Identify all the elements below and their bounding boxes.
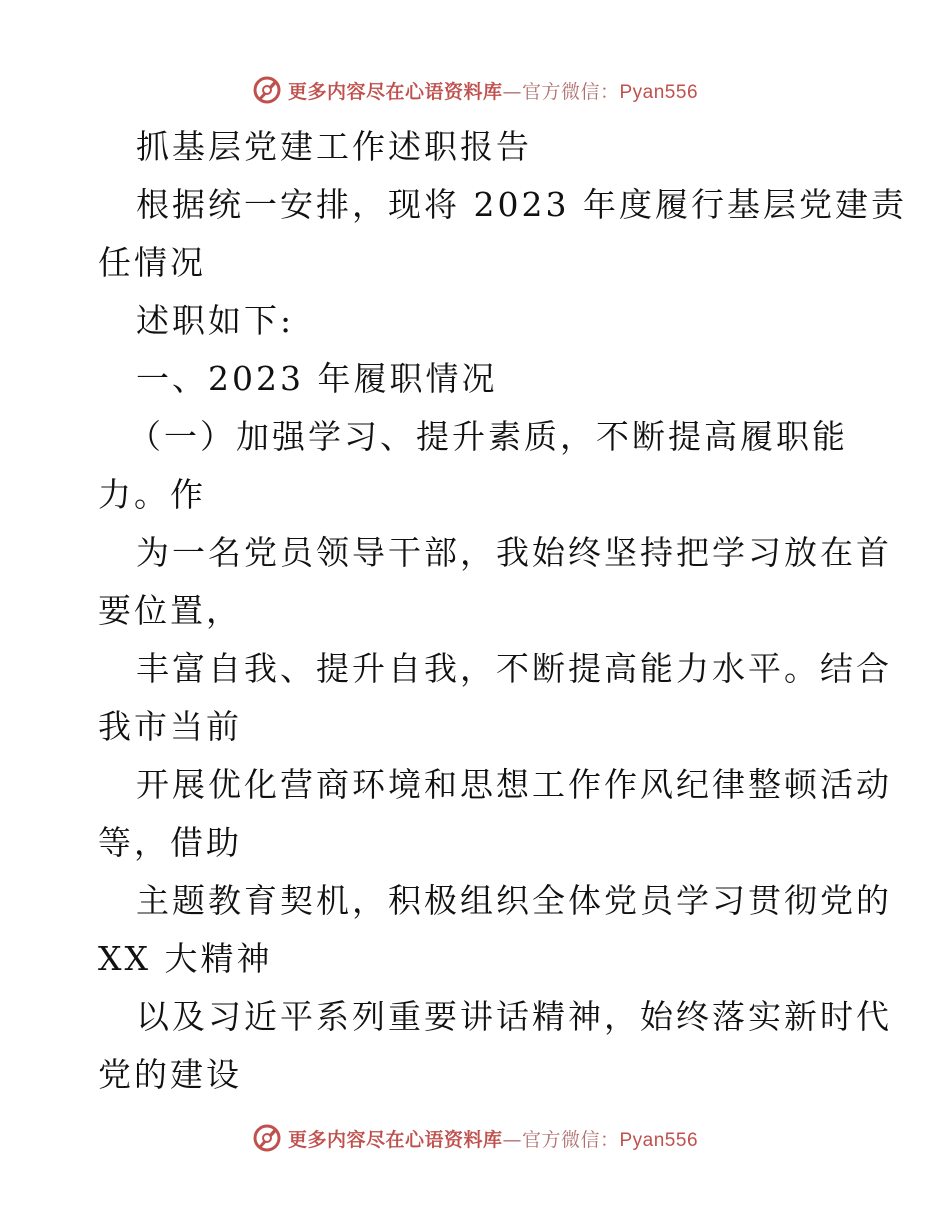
paragraph-line: 党的建设 [98,1055,242,1094]
watermark-separator: —官方微信： [502,1128,620,1151]
quill-pen-logo-icon [252,75,282,105]
paragraph-line: 述职如下: [136,301,295,340]
subsection-heading: （一）加强学习、提升素质，不断提高履职能 [128,417,848,456]
watermark-wechat-id: Pyan556 [619,1129,699,1151]
paragraph-line: 力。作 [98,475,206,514]
paragraph-line: XX 大精神 [98,939,273,978]
section-heading: 一、2023 年履职情况 [136,359,498,398]
paragraph-line: 主题教育契机，积极组织全体党员学习贯彻党的 [136,881,892,920]
document-body [98,118,907,1104]
footer-watermark [0,1118,950,1158]
quill-pen-logo-icon [252,1123,282,1153]
paragraph-line: 任情况 [98,243,206,282]
paragraph-line: 以及习近平系列重要讲话精神，始终落实新时代 [136,997,892,1036]
watermark-wechat-id: Pyan556 [619,81,699,103]
watermark-text [288,1125,698,1152]
paragraph-line: 为一名党员领导干部，我始终坚持把学习放在首 [136,533,892,572]
header-watermark [0,70,950,110]
watermark-main: 更多内容尽在心语资料库 [287,1128,503,1151]
paragraph-line: 根据统一安排，现将 2023 年度履行基层党建责 [136,185,907,224]
watermark-separator: —官方微信： [502,80,620,103]
document-title: 抓基层党建工作述职报告 [136,127,532,166]
paragraph-line: 要位置， [98,591,242,630]
paragraph-line: 开展优化营商环境和思想工作作风纪律整顿活动 [136,765,892,804]
paragraph-line: 丰富自我、提升自我，不断提高能力水平。结合 [136,649,892,688]
paragraph-line: 等，借助 [98,823,242,862]
watermark-main: 更多内容尽在心语资料库 [287,80,503,103]
watermark-text [288,77,698,104]
paragraph-line: 我市当前 [98,707,242,746]
